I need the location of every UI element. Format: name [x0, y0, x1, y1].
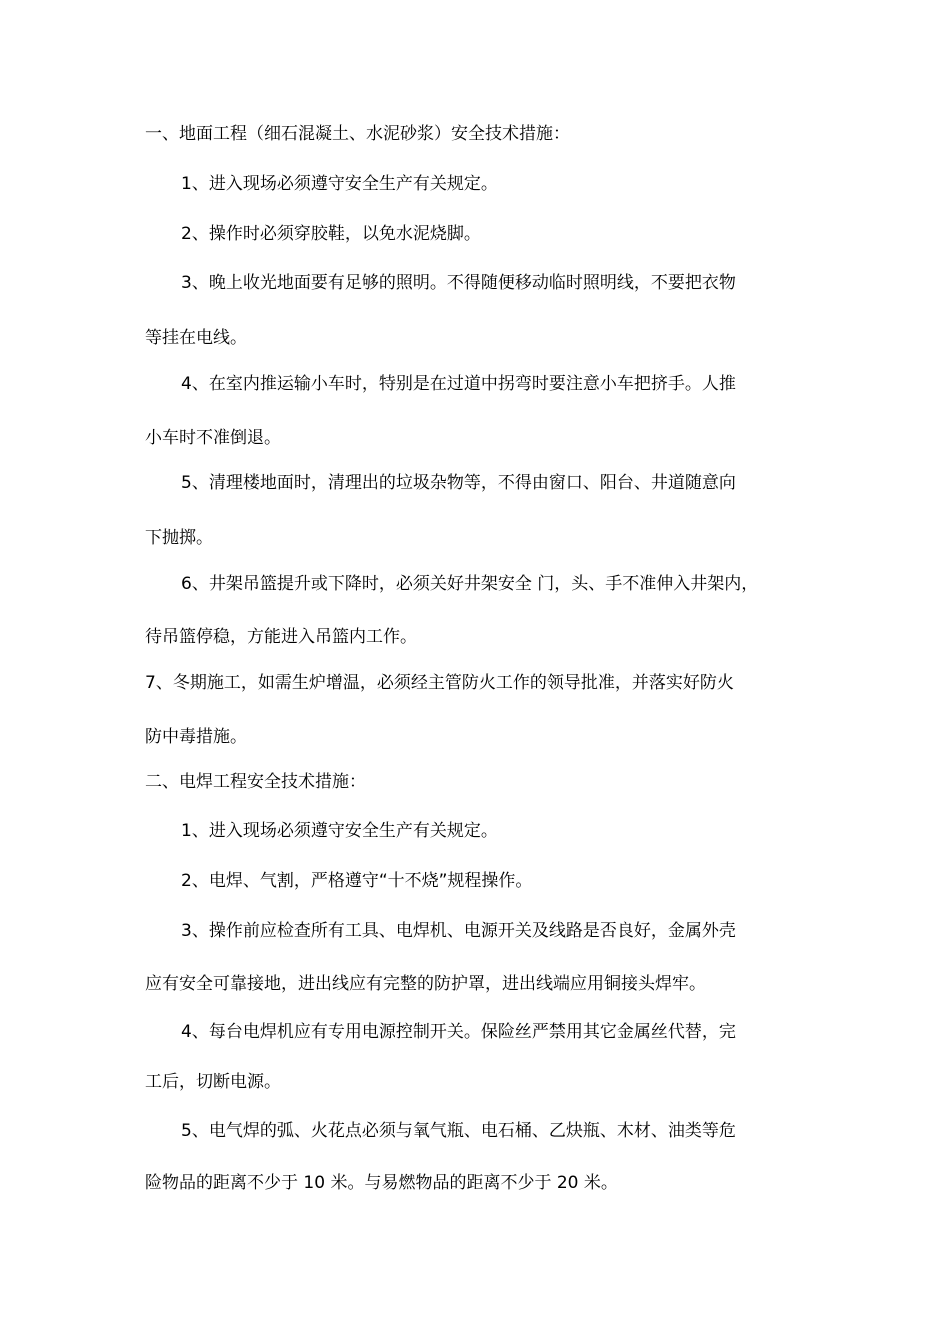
section1-item-7-line-2: 防中毒措施。 [145, 727, 247, 747]
section1-item-1: 1、进入现场必须遵守安全生产有关规定。 [181, 174, 498, 194]
section2-item-4-line-1: 4、每台电焊机应有专用电源控制开关。保险丝严禁用其它金属丝代替，完 [181, 1022, 736, 1042]
section2-item-3-line-1: 3、操作前应检查所有工具、电焊机、电源开关及线路是否良好，金属外壳 [181, 921, 736, 941]
section1-item-4-line-1: 4、在室内推运输小车时，特别是在过道中拐弯时要注意小车把挤手。人推 [181, 374, 736, 394]
section1-item-5-line-2: 下抛掷。 [145, 528, 213, 548]
section2-item-2: 2、电焊、气割，严格遵守“十不烧”规程操作。 [181, 871, 533, 891]
section2-item-5-line-2: 险物品的距离不少于 10 米。与易燃物品的距离不少于 20 米。 [145, 1173, 618, 1193]
section2-item-4-line-2: 工后，切断电源。 [145, 1072, 281, 1092]
section1-heading: 一、地面工程（细石混凝土、水泥砂浆）安全技术措施： [145, 124, 570, 144]
section2-item-3-line-2: 应有安全可靠接地，进出线应有完整的防护罩，进出线端应用铜接头焊牢。 [145, 974, 706, 994]
section1-item-6-line-1: 6、井架吊篮提升或下降时，必须关好井架安全 门，头、手不准伸入井架内， [181, 574, 759, 594]
section2-item-1: 1、进入现场必须遵守安全生产有关规定。 [181, 821, 498, 841]
section1-item-6-line-2: 待吊篮停稳，方能进入吊篮内工作。 [145, 627, 417, 647]
section1-item-3-line-2: 等挂在电线。 [145, 328, 247, 348]
section1-item-7-line-1: 7、冬期施工，如需生炉增温，必须经主管防火工作的领导批准，并落实好防火 [145, 673, 734, 693]
section1-item-4-line-2: 小车时不准倒退。 [145, 428, 281, 448]
section1-item-5-line-1: 5、清理楼地面时，清理出的垃圾杂物等，不得由窗口、阳台、井道随意向 [181, 473, 736, 493]
section2-heading: 二、电焊工程安全技术措施： [145, 772, 366, 792]
section2-item-5-line-1: 5、电气焊的弧、火花点必须与氧气瓶、电石桶、乙炔瓶、木材、油类等危 [181, 1121, 736, 1141]
section1-item-2: 2、操作时必须穿胶鞋，以免水泥烧脚。 [181, 224, 481, 244]
section1-item-3-line-1: 3、晚上收光地面要有足够的照明。不得随便移动临时照明线，不要把衣物 [181, 273, 736, 293]
